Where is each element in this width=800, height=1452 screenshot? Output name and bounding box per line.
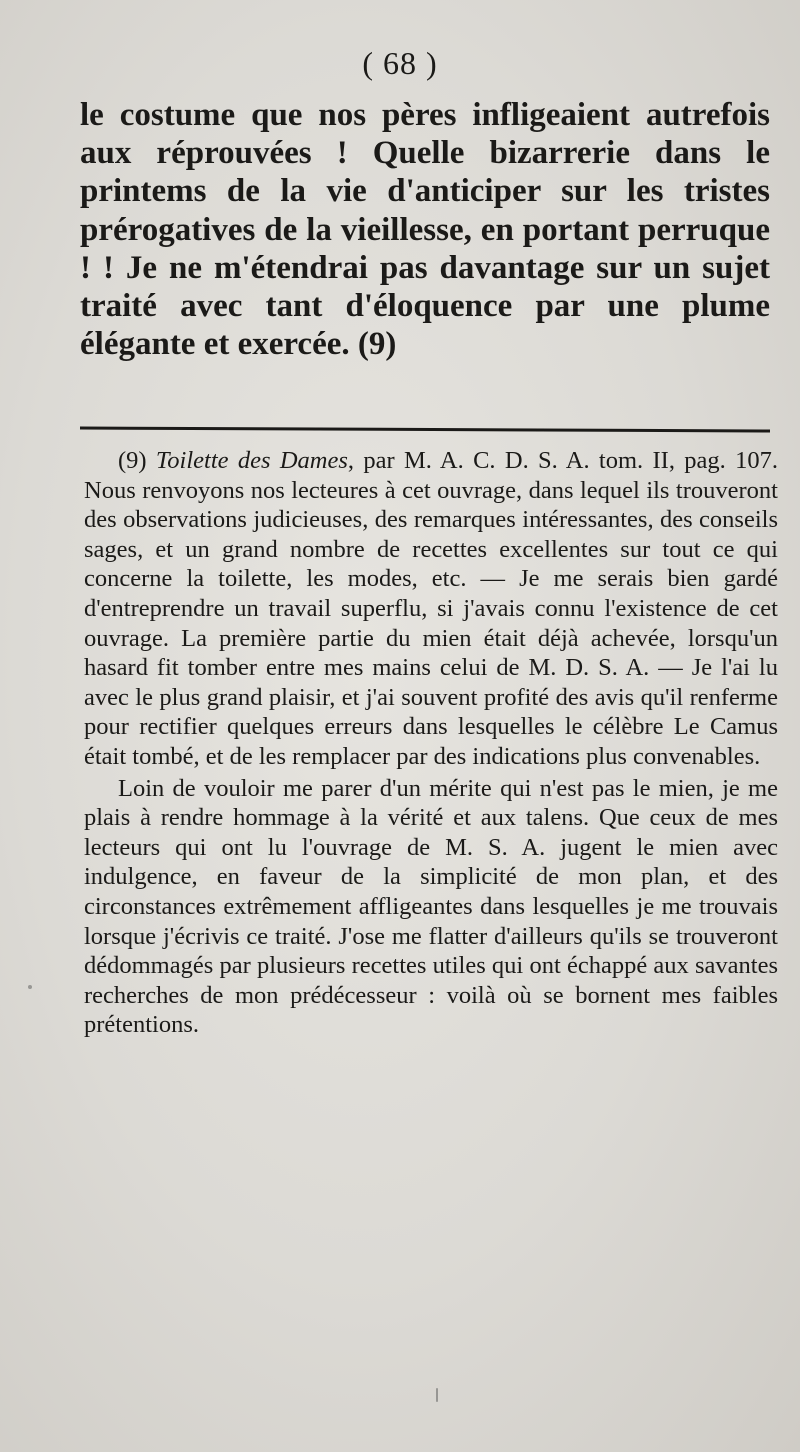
page-number: ( 68 ) (362, 45, 438, 81)
ink-speck (436, 1388, 438, 1402)
footnote-paragraph (84, 446, 778, 772)
footnote-block (84, 446, 778, 1040)
footnote-book-title: Toilette des Dames (155, 447, 348, 474)
footnote-paragraph-2: Loin de vouloir me parer d'un mérite qui n'est pas le mien, je me plais à rendre hommage à la vérité et aux talens. Que ceux de mes lecteurs qui ont lu l'ouvrage de M. S. A. jugent le mien avec indulgence, en faveur de la simplicité de mon plan, et des circonstances extrêmement affligeantes dans lesquelles je me trouvais lorsque j'écrivis ce traité. J'ose me flatter d'ailleurs qu'ils se trouveront dédommagés par plusieurs recettes utiles qui ont échappé aux savantes recherches de mon prédécesseur : voilà où se bornent mes faibles prétentions. (84, 774, 778, 1039)
main-text-block (80, 96, 770, 363)
ink-speck (28, 985, 32, 989)
footnote-marker: (9) (118, 447, 147, 474)
footnote-separator-rule (80, 426, 770, 432)
main-paragraph: le costume que nos pères infligeaient autrefois aux réprouvées ! Quelle bizarrerie dans le printems de la vie d'anticiper sur les tristes prérogatives de la vieillesse, en portant perruque ! ! Je ne m'étendrai pas davantage sur un sujet traité avec tant d'éloquence par une plume élégante et exercée. (9) (80, 97, 770, 363)
footnote-text: , par M. A. C. D. S. A. tom. II, pag. 107. Nous renvoyons nos lecteures à cet ouvrage, dans lequel ils trouveront des observations judicieuses, des remarques intéressantes, des conseils sages, et un grand nombre de recettes excellentes sur tout ce qui concerne la toilette, les modes, etc. — Je me serais bien gardé d'entreprendre un travail superflu, si j'avais connu l'existence de cet ouvrage. La première partie du mien était déjà achevée, lorsqu'un hasard fit tomber entre mes mains celui de M. D. S. A. — Je l'ai lu avec le plus grand plaisir, et j'ai souvent profité des avis qu'il renferme pour rectifier quelques erreurs dans lesquelles le célèbre Le Camus était tombé, et de les remplacer par des indications plus convenables. (84, 447, 779, 770)
